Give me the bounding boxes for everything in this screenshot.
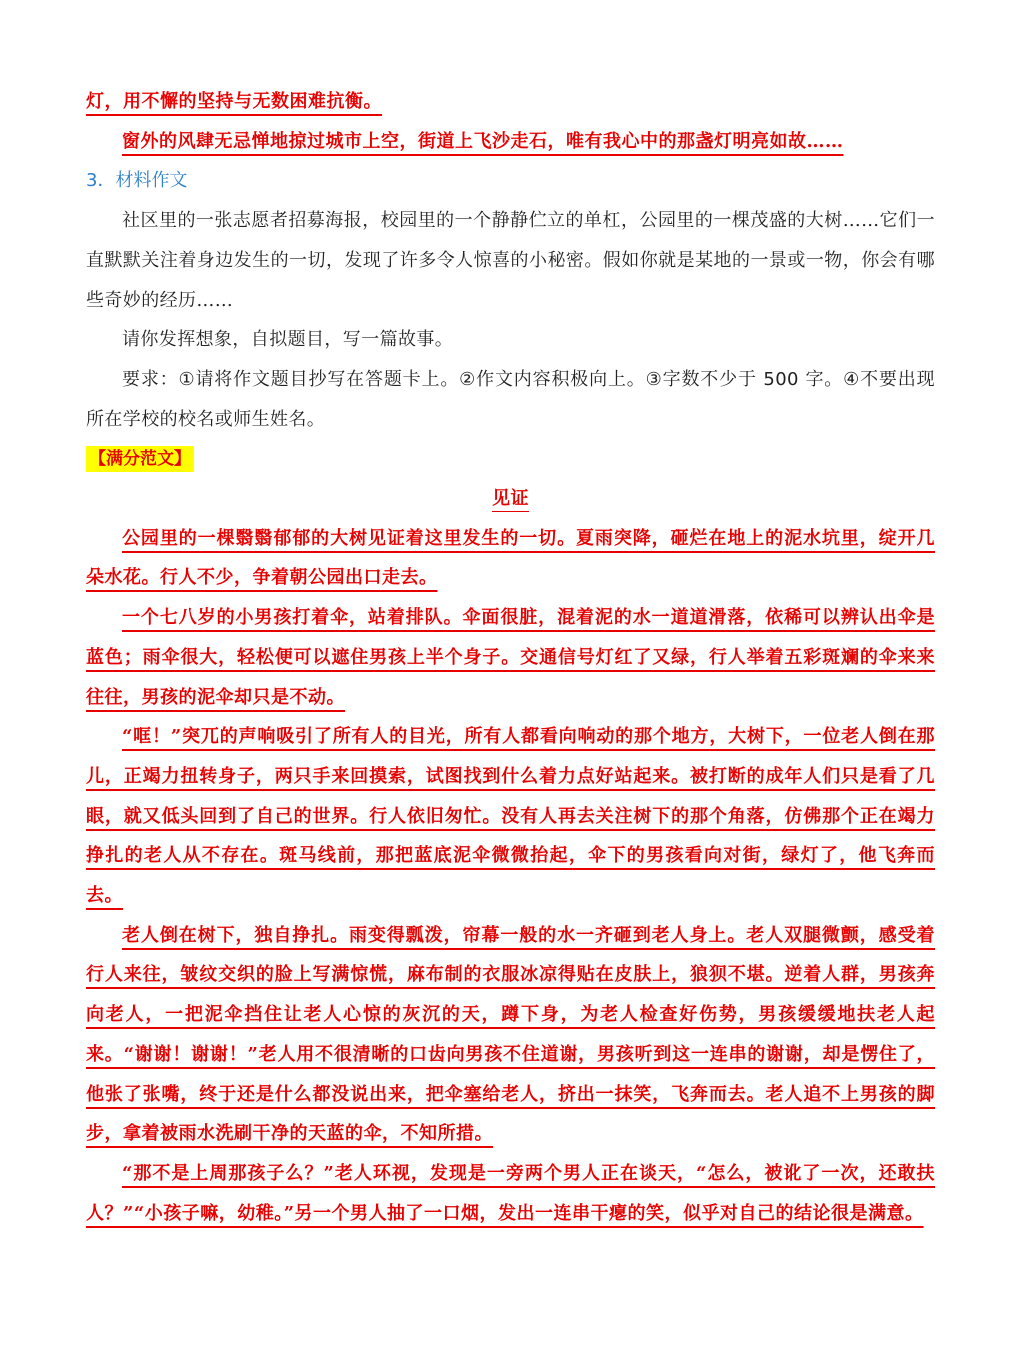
previous-essay-line-1: 灯，用不懈的坚持与无数困难抗衡。	[86, 91, 382, 112]
instruction-line: 请你发挥想象，自拟题目，写一篇故事。	[122, 329, 454, 351]
essay-paragraph: 公园里的一棵翳翳郁郁的大树见证着这里发生的一切。夏雨突降，砸烂在地上的泥水坑里，绽开几朵水花。行人不少，争着朝公园出口走去。	[86, 527, 935, 589]
essay-paragraph: 老人倒在树下，独自挣扎。雨变得瓢泼，帘幕一般的水一齐砸到老人身上。老人双腿微颤，感受着行人来往，皱纹交织的脸上写满惊慌，麻布制的衣服冰凉得贴在皮肤上，狼狈不堪。逆着人群，男孩奔向老人，一把泥伞挡住让老人心惊的灰沉的天，蹲下身，为老人检查好伤势，男孩缓缓地扶老人起来。“谢谢！谢谢！”老人用不很清晰的口齿向男孩不住道谢，男孩听到这一连串的谢谢，却是愣住了，他张了张嘴，终于还是什么都没说出来，把伞塞给老人，挤出一抹笑，飞奔而去。老人追不上男孩的脚步，拿着被雨水洗刷干净的天蓝的伞，不知所措。	[86, 924, 935, 1145]
badge-row	[86, 439, 935, 479]
essay-title: 见证	[492, 488, 529, 510]
prompt-paragraph: 社区里的一张志愿者招募海报，校园里的一个静静伫立的单杠，公园里的一棵茂盛的大树……它们一直默默关注着身边发生的一切，发现了许多令人惊喜的小秘密。假如你就是某地的一景或一物，你会有哪些奇妙的经历……	[86, 210, 935, 311]
section-heading: 3．材料作文	[86, 170, 188, 192]
previous-essay-line-2: 窗外的风肆无忌惮地掠过城市上空，街道上飞沙走石，唯有我心中的那盏灯明亮如故……	[122, 130, 844, 152]
essay-paragraph: “那不是上周那孩子么？”老人环视，发现是一旁两个男人正在谈天，“怎么，被讹了一次，还敢扶人？”“小孩子嘛，幼稚。”另一个男人抽了一口烟，发出一连串干瘪的笑，似乎对自己的结论很是满意。	[86, 1162, 935, 1224]
requirements-paragraph: 要求：①请将作文题目抄写在答题卡上。②作文内容积极向上。③字数不少于 500 字。④不要出现所在学校的校名或师生姓名。	[86, 368, 935, 430]
model-essay-badge: 【满分范文】	[86, 446, 194, 472]
essay-paragraph: 一个七八岁的小男孩打着伞，站着排队。伞面很脏，混着泥的水一道道滑落，依稀可以辨认出伞是蓝色；雨伞很大，轻松便可以遮住男孩上半个身子。交通信号灯红了又绿，行人举着五彩斑斓的伞来来往往，男孩的泥伞却只是不动。	[86, 607, 935, 708]
essay-paragraph: “哐！”突兀的声响吸引了所有人的目光，所有人都看向响动的那个地方，大树下，一位老人倒在那儿，正竭力扭转身子，两只手来回摸索，试图找到什么着力点好站起来。被打断的成年人们只是看了几眼，就又低头回到了自己的世界。行人依旧匆忙。没有人再去关注树下的那个角落，仿佛那个正在竭力挣扎的老人从不存在。斑马线前，那把蓝底泥伞微微抬起，伞下的男孩看向对街，绿灯了，他飞奔而去。	[86, 726, 935, 907]
